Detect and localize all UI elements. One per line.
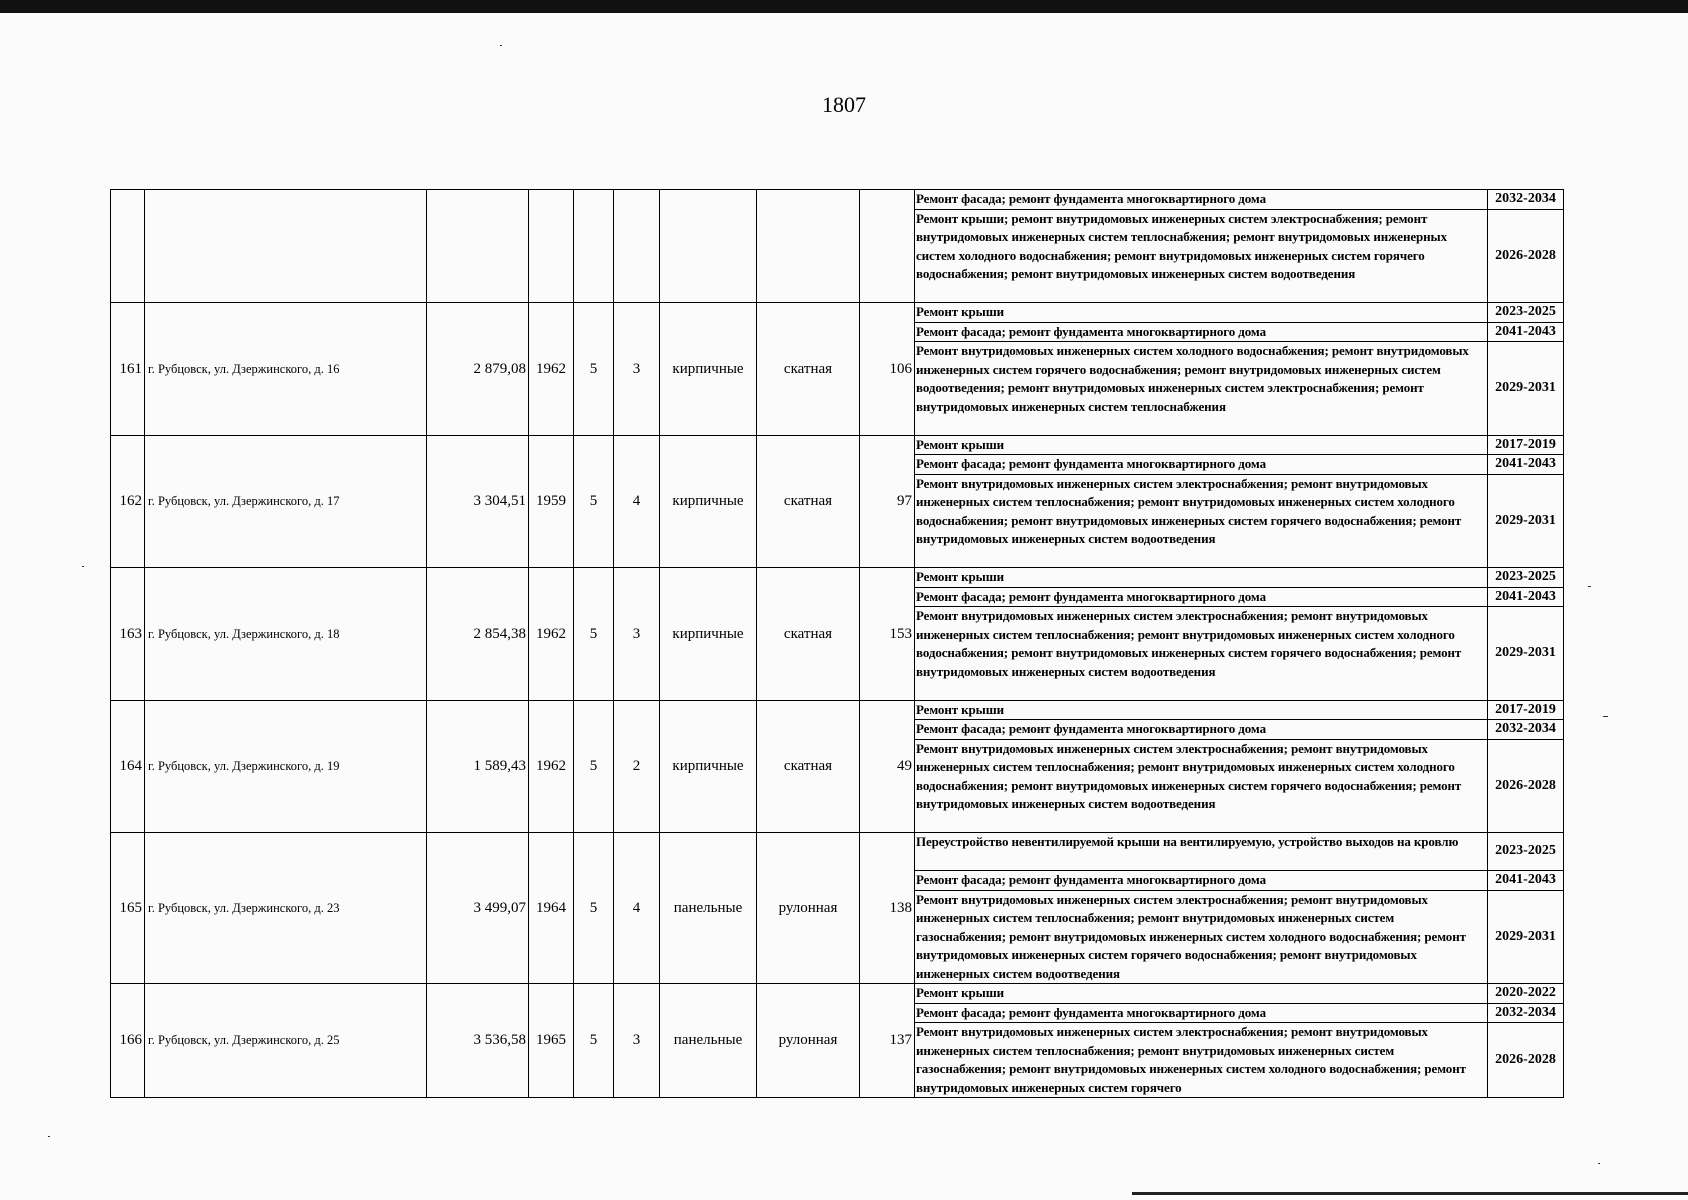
- house-area: 2 854,38: [427, 568, 529, 701]
- page-number: 1807: [822, 92, 866, 117]
- wall-material: кирпичные: [660, 435, 757, 568]
- house-address: г. Рубцовск, ул. Дзержинского, д. 25: [145, 984, 427, 1098]
- wall-material: панельные: [660, 833, 757, 984]
- repair-work-description: Ремонт внутридомовых инженерных систем электроснабжения; ремонт внутридомовых инженерных систем теплоснабжения; ремонт внутридомовых инженерных систем газоснабжения; ремонт внутридомовых инженерных систем холодного водоснабжения; ремонт внутридомовых инженерных систем горячего: [915, 1023, 1488, 1098]
- floors-count: 5: [574, 700, 614, 833]
- entrances-count: 3: [614, 568, 660, 701]
- repair-period: 2041-2043: [1488, 455, 1564, 475]
- repair-work-description: Ремонт крыши: [915, 700, 1488, 720]
- scan-bottom-line: [1132, 1192, 1688, 1195]
- scan-speck: [82, 566, 84, 567]
- roof-type: скатная: [757, 303, 860, 436]
- repair-period: 2026-2028: [1488, 739, 1564, 833]
- table-body: [111, 190, 1564, 1098]
- repair-work-description: Ремонт крыши: [915, 568, 1488, 588]
- residents-count: 153: [860, 568, 915, 701]
- table-row: [111, 190, 1564, 210]
- repair-period: 2017-2019: [1488, 700, 1564, 720]
- entrances-count: [614, 190, 660, 303]
- floors-count: 5: [574, 435, 614, 568]
- roof-type: [757, 190, 860, 303]
- repair-period: 2041-2043: [1488, 871, 1564, 891]
- repair-period: 2017-2019: [1488, 435, 1564, 455]
- house-number: 165: [111, 833, 145, 984]
- roof-type: рулонная: [757, 833, 860, 984]
- entrances-count: 3: [614, 303, 660, 436]
- house-number: 166: [111, 984, 145, 1098]
- build-year: 1965: [529, 984, 574, 1098]
- scan-speck: [48, 1136, 50, 1137]
- repair-work-description: Ремонт крыши; ремонт внутридомовых инженерных систем электроснабжения; ремонт внутридомовых инженерных систем теплоснабжения; ремонт внутридомовых инженерных систем холодного водоснабжения; ремонт внутридомовых инженерных систем горячего водоснабжения; ремонт внутридомовых инженерных систем водоотведения: [915, 209, 1488, 303]
- repair-period: 2023-2025: [1488, 303, 1564, 323]
- repair-work-description: Ремонт фасада; ремонт фундамента многоквартирного дома: [915, 190, 1488, 210]
- wall-material: кирпичные: [660, 568, 757, 701]
- repair-work-description: Ремонт внутридомовых инженерных систем электроснабжения; ремонт внутридомовых инженерных систем теплоснабжения; ремонт внутридомовых инженерных систем газоснабжения; ремонт внутридомовых инженерных систем холодного водоснабжения; ремонт внутридомовых инженерных систем горячего водоснабжения; ремонт внутридомовых инженерных систем водоотведения: [915, 890, 1488, 984]
- repair-period: 2029-2031: [1488, 607, 1564, 701]
- house-address: г. Рубцовск, ул. Дзержинского, д. 16: [145, 303, 427, 436]
- house-area: 3 499,07: [427, 833, 529, 984]
- entrances-count: 3: [614, 984, 660, 1098]
- repair-period: 2023-2025: [1488, 568, 1564, 588]
- scan-speck: [1588, 586, 1591, 587]
- repair-work-description: Ремонт внутридомовых инженерных систем электроснабжения; ремонт внутридомовых инженерных систем теплоснабжения; ремонт внутридомовых инженерных систем холодного водоснабжения; ремонт внутридомовых инженерных систем горячего водоснабжения; ремонт внутридомовых инженерных систем водоотведения: [915, 739, 1488, 833]
- roof-type: рулонная: [757, 984, 860, 1098]
- repair-work-description: Ремонт фасада; ремонт фундамента многоквартирного дома: [915, 871, 1488, 891]
- repair-work-description: Ремонт фасада; ремонт фундамента многоквартирного дома: [915, 720, 1488, 740]
- repair-work-description: Ремонт крыши: [915, 303, 1488, 323]
- house-area: 3 536,58: [427, 984, 529, 1098]
- build-year: 1962: [529, 303, 574, 436]
- house-address: г. Рубцовск, ул. Дзержинского, д. 19: [145, 700, 427, 833]
- house-address: [145, 190, 427, 303]
- repair-work-description: Ремонт фасада; ремонт фундамента многоквартирного дома: [915, 455, 1488, 475]
- table-row: [111, 568, 1564, 588]
- residents-count: 97: [860, 435, 915, 568]
- roof-type: скатная: [757, 435, 860, 568]
- house-area: 1 589,43: [427, 700, 529, 833]
- build-year: 1962: [529, 568, 574, 701]
- house-area: [427, 190, 529, 303]
- residents-count: 106: [860, 303, 915, 436]
- repair-work-description: Ремонт фасада; ремонт фундамента многоквартирного дома: [915, 322, 1488, 342]
- entrances-count: 4: [614, 435, 660, 568]
- house-number: 162: [111, 435, 145, 568]
- capital-repair-table: [110, 189, 1564, 1098]
- house-number: [111, 190, 145, 303]
- residents-count: 49: [860, 700, 915, 833]
- wall-material: кирпичные: [660, 700, 757, 833]
- repair-work-description: Ремонт фасада; ремонт фундамента многоквартирного дома: [915, 587, 1488, 607]
- house-number: 163: [111, 568, 145, 701]
- repair-work-description: Переустройство невентилируемой крыши на вентилируемую, устройство выходов на кровлю: [915, 833, 1488, 871]
- build-year: 1964: [529, 833, 574, 984]
- build-year: 1962: [529, 700, 574, 833]
- repair-work-description: Ремонт фасада; ремонт фундамента многоквартирного дома: [915, 1003, 1488, 1023]
- scan-speck: [1603, 716, 1608, 717]
- repair-work-description: Ремонт крыши: [915, 435, 1488, 455]
- repair-work-description: Ремонт внутридомовых инженерных систем электроснабжения; ремонт внутридомовых инженерных систем теплоснабжения; ремонт внутридомовых инженерных систем холодного водоснабжения; ремонт внутридомовых инженерных систем горячего водоснабжения; ремонт внутридомовых инженерных систем водоотведения: [915, 474, 1488, 568]
- wall-material: панельные: [660, 984, 757, 1098]
- roof-type: скатная: [757, 700, 860, 833]
- repair-period: 2029-2031: [1488, 474, 1564, 568]
- repair-period: 2026-2028: [1488, 209, 1564, 303]
- house-address: г. Рубцовск, ул. Дзержинского, д. 23: [145, 833, 427, 984]
- repair-period: 2041-2043: [1488, 322, 1564, 342]
- table-row: [111, 303, 1564, 323]
- repair-period: 2041-2043: [1488, 587, 1564, 607]
- repair-work-description: Ремонт крыши: [915, 984, 1488, 1004]
- repair-period: 2023-2025: [1488, 833, 1564, 871]
- build-year: 1959: [529, 435, 574, 568]
- house-area: 3 304,51: [427, 435, 529, 568]
- house-address: г. Рубцовск, ул. Дзержинского, д. 17: [145, 435, 427, 568]
- residents-count: 137: [860, 984, 915, 1098]
- residents-count: 138: [860, 833, 915, 984]
- table-row: [111, 700, 1564, 720]
- repair-work-description: Ремонт внутридомовых инженерных систем холодного водоснабжения; ремонт внутридомовых инженерных систем горячего водоснабжения; ремонт внутридомовых инженерных систем водоотведения; ремонт внутридомовых инженерных систем электроснабжения; ремонт внутридомовых инженерных систем теплоснабжения: [915, 342, 1488, 436]
- repair-period: 2032-2034: [1488, 720, 1564, 740]
- repair-period: 2029-2031: [1488, 890, 1564, 984]
- house-number: 161: [111, 303, 145, 436]
- entrances-count: 2: [614, 700, 660, 833]
- repair-period: 2029-2031: [1488, 342, 1564, 436]
- repair-work-description: Ремонт внутридомовых инженерных систем электроснабжения; ремонт внутридомовых инженерных систем теплоснабжения; ремонт внутридомовых инженерных систем холодного водоснабжения; ремонт внутридомовых инженерных систем горячего водоснабжения; ремонт внутридомовых инженерных систем водоотведения: [915, 607, 1488, 701]
- house-area: 2 879,08: [427, 303, 529, 436]
- floors-count: 5: [574, 568, 614, 701]
- repair-period: 2020-2022: [1488, 984, 1564, 1004]
- house-number: 164: [111, 700, 145, 833]
- table-row: [111, 984, 1564, 1004]
- floors-count: 5: [574, 303, 614, 436]
- scan-top-border: [0, 0, 1688, 13]
- repair-period: 2032-2034: [1488, 1003, 1564, 1023]
- repair-period: 2032-2034: [1488, 190, 1564, 210]
- floors-count: 5: [574, 833, 614, 984]
- house-address: г. Рубцовск, ул. Дзержинского, д. 18: [145, 568, 427, 701]
- build-year: [529, 190, 574, 303]
- residents-count: [860, 190, 915, 303]
- entrances-count: 4: [614, 833, 660, 984]
- repair-period: 2026-2028: [1488, 1023, 1564, 1098]
- floors-count: [574, 190, 614, 303]
- roof-type: скатная: [757, 568, 860, 701]
- table-row: [111, 833, 1564, 871]
- scan-speck: [500, 45, 502, 46]
- wall-material: [660, 190, 757, 303]
- table-row: [111, 435, 1564, 455]
- wall-material: кирпичные: [660, 303, 757, 436]
- scan-speck: [1598, 1163, 1600, 1164]
- floors-count: 5: [574, 984, 614, 1098]
